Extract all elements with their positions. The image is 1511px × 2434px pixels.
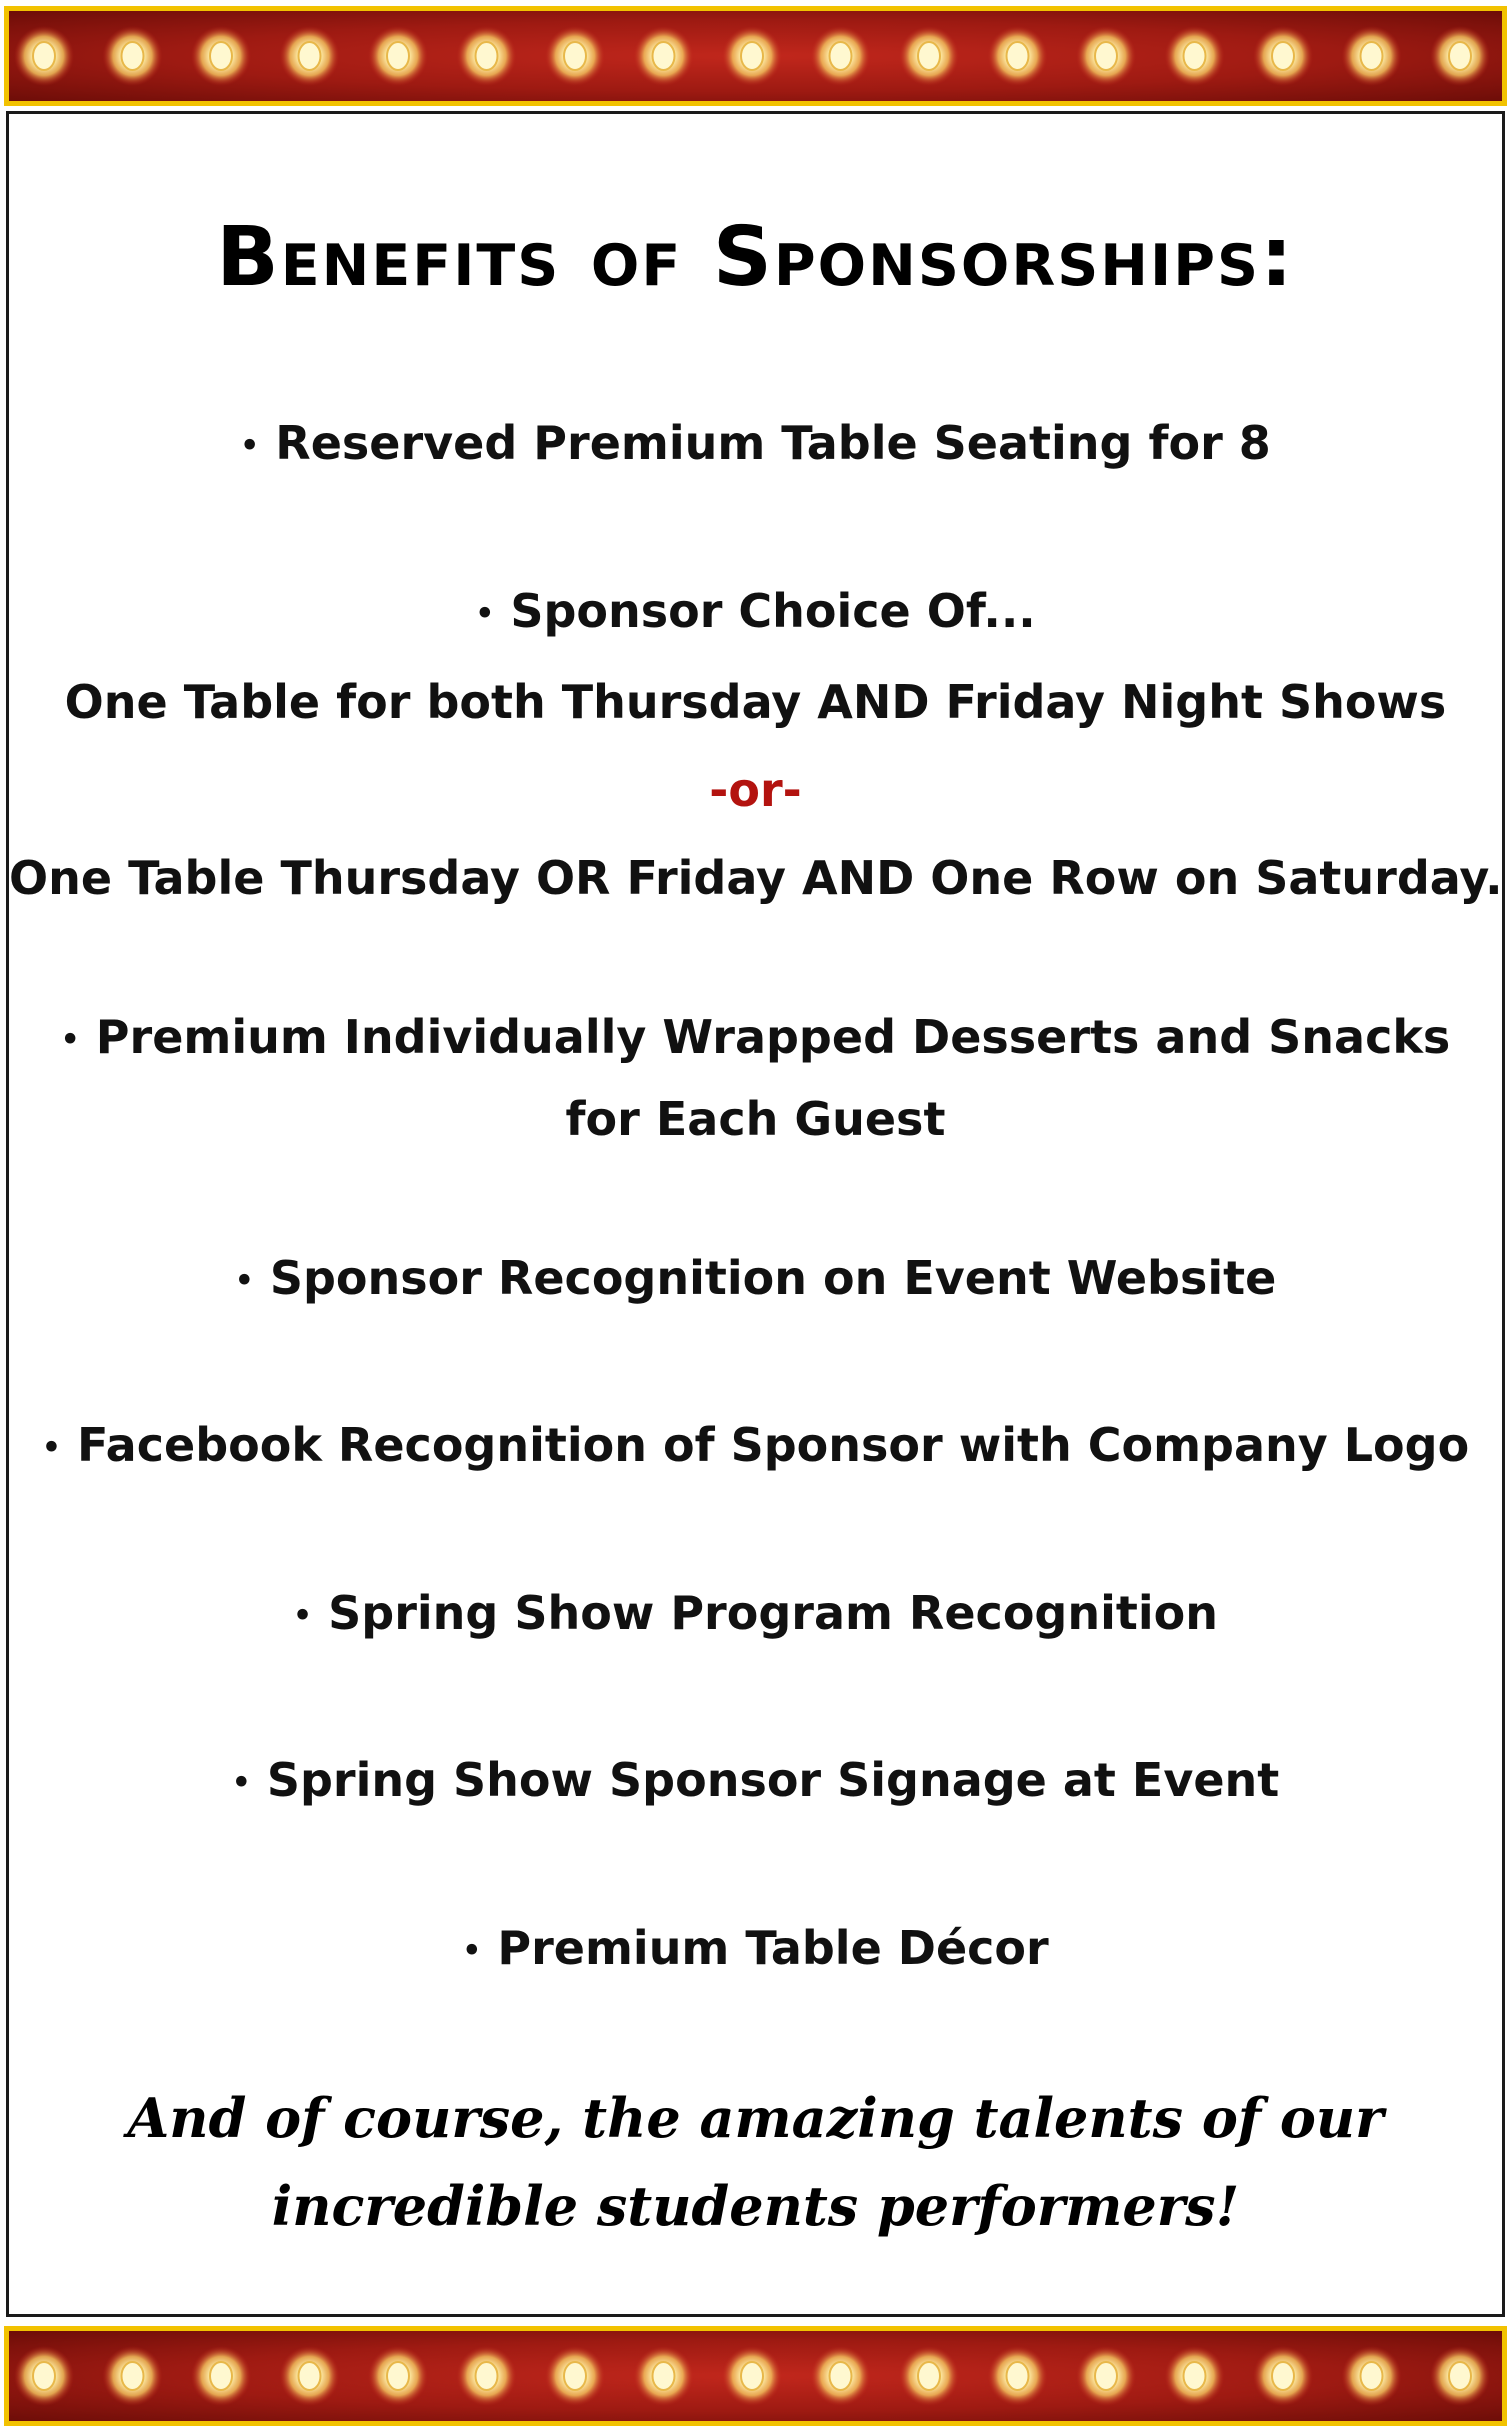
benefit-item-seating: • Reserved Premium Table Seating for 8 xyxy=(240,416,1271,470)
bullet-icon: • xyxy=(293,1598,313,1633)
marquee-border-top xyxy=(4,6,1507,106)
light-bulb-icon xyxy=(1272,42,1294,70)
choice-separator: -or- xyxy=(709,763,802,817)
closing-line-2: incredible students performers! xyxy=(271,2174,1240,2238)
light-bulb-icon xyxy=(476,42,498,70)
light-bulb-icon xyxy=(918,42,940,70)
light-bulb-icon xyxy=(210,2362,232,2390)
light-bulb-icon xyxy=(387,2362,409,2390)
light-bulb-icon xyxy=(1449,42,1471,70)
light-bulb-icon xyxy=(33,2362,55,2390)
light-bulb-icon xyxy=(564,2362,586,2390)
light-bulb-icon xyxy=(564,42,586,70)
light-bulb-icon xyxy=(1361,2362,1383,2390)
closing-message xyxy=(9,2074,1502,2250)
benefit-item-facebook: • Facebook Recognition of Sponsor with Company Logo xyxy=(41,1418,1470,1472)
light-bulb-icon xyxy=(1449,2362,1471,2390)
light-bulb-icon xyxy=(1184,2362,1206,2390)
light-bulb-icon xyxy=(122,2362,144,2390)
benefit-item-website: • Sponsor Recognition on Event Website xyxy=(234,1250,1277,1305)
light-bulb-icon xyxy=(299,2362,321,2390)
light-bulb-icon xyxy=(1007,2362,1029,2390)
marquee-border-bottom xyxy=(4,2326,1507,2426)
light-bulb-icon xyxy=(122,42,144,70)
bullet-icon: • xyxy=(234,1263,254,1298)
light-bulb-icon xyxy=(830,42,852,70)
closing-line-1: And of course, the amazing talents of our xyxy=(127,2086,1384,2150)
bullet-icon: • xyxy=(231,1765,251,1801)
light-bulb-icon xyxy=(918,2362,940,2390)
page-title: Benefits of Sponsorships: xyxy=(216,210,1295,305)
benefit-item-decor: • Premium Table Décor xyxy=(462,1920,1049,1975)
bullet-icon: • xyxy=(60,1022,80,1058)
light-bulb-icon xyxy=(653,2362,675,2390)
marquee-lights-bottom xyxy=(9,2331,1502,2421)
light-bulb-icon xyxy=(210,42,232,70)
benefits-list xyxy=(9,399,1502,1995)
light-bulb-icon xyxy=(387,42,409,70)
light-bulb-icon xyxy=(1184,42,1206,70)
marquee-lights-top xyxy=(9,11,1502,101)
bullet-icon: • xyxy=(462,1933,482,1968)
light-bulb-icon xyxy=(299,42,321,70)
light-bulb-icon xyxy=(476,2362,498,2390)
benefit-item-desserts: • Premium Individually Wrapped Desserts and Snacks for Each Guest xyxy=(60,1010,1451,1146)
bullet-icon: • xyxy=(475,596,495,631)
choice-option-a: One Table for both Thursday AND Friday Night Shows xyxy=(64,675,1447,729)
benefits-panel xyxy=(6,111,1505,2317)
bullet-icon: • xyxy=(240,428,260,464)
light-bulb-icon xyxy=(830,2362,852,2390)
benefit-item-signage: • Spring Show Sponsor Signage at Event xyxy=(231,1753,1280,1807)
benefit-item-choice: • Sponsor Choice Of... xyxy=(475,583,1036,638)
benefit-item-program: • Spring Show Program Recognition xyxy=(293,1585,1218,1640)
light-bulb-icon xyxy=(741,42,763,70)
choice-option-b: One Table Thursday OR Friday AND One Row on Saturday. xyxy=(9,851,1503,905)
bullet-icon: • xyxy=(41,1430,61,1466)
light-bulb-icon xyxy=(1007,42,1029,70)
light-bulb-icon xyxy=(653,42,675,70)
light-bulb-icon xyxy=(33,42,55,70)
light-bulb-icon xyxy=(741,2362,763,2390)
light-bulb-icon xyxy=(1361,42,1383,70)
light-bulb-icon xyxy=(1095,42,1117,70)
light-bulb-icon xyxy=(1272,2362,1294,2390)
light-bulb-icon xyxy=(1095,2362,1117,2390)
